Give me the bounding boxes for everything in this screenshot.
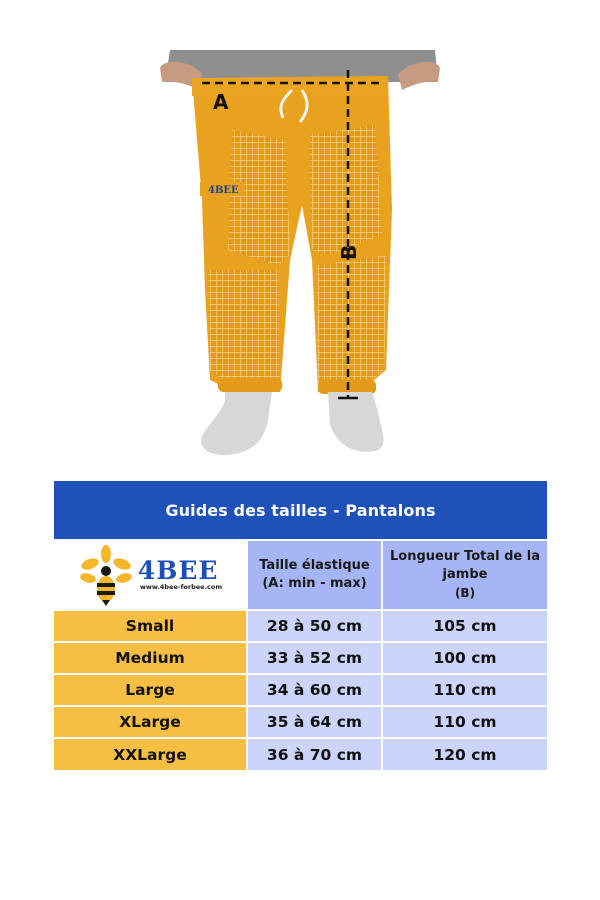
table-row [54, 706, 547, 738]
table-row [54, 642, 547, 674]
elastic-value: 28 à 50 cm [247, 610, 382, 642]
logo-url: www.4bee-forbee.com [139, 583, 223, 591]
header-length [382, 540, 547, 610]
size-guide-table [54, 481, 547, 770]
logo-cell [54, 540, 247, 610]
measure-a-label: A [213, 90, 229, 114]
elastic-value: 35 à 64 cm [247, 706, 382, 738]
elastic-value: 33 à 52 cm [247, 642, 382, 674]
header-length-line3: (B) [454, 586, 476, 600]
table-row [54, 738, 547, 770]
size-name: XXLarge [54, 738, 247, 770]
header-length-line1: Longueur Total de la [390, 549, 540, 564]
size-name: XLarge [54, 706, 247, 738]
patch-text: 4BEE [208, 185, 239, 196]
pants-photo [150, 40, 450, 470]
table-row [54, 610, 547, 642]
length-value: 110 cm [382, 674, 547, 706]
table-row [54, 674, 547, 706]
logo-brand: 4BEE [137, 556, 219, 585]
length-value: 110 cm [382, 706, 547, 738]
measure-b-label: B [337, 244, 361, 260]
brand-logo [54, 544, 246, 606]
header-elastic-line1: Taille élastique [259, 558, 370, 573]
elastic-value: 34 à 60 cm [247, 674, 382, 706]
length-value: 120 cm [382, 738, 547, 770]
header-elastic-line2: (A: min - max) [262, 576, 367, 591]
size-name: Medium [54, 642, 247, 674]
length-value: 105 cm [382, 610, 547, 642]
table-title: Guides des tailles - Pantalons [54, 481, 547, 540]
bee-icon [78, 544, 134, 606]
elastic-value: 36 à 70 cm [247, 738, 382, 770]
size-name: Large [54, 674, 247, 706]
right-sock [328, 392, 383, 452]
size-name: Small [54, 610, 247, 642]
header-elastic [247, 540, 382, 610]
length-value: 100 cm [382, 642, 547, 674]
left-sock [201, 392, 272, 455]
header-length-line2: jambe [442, 567, 488, 582]
